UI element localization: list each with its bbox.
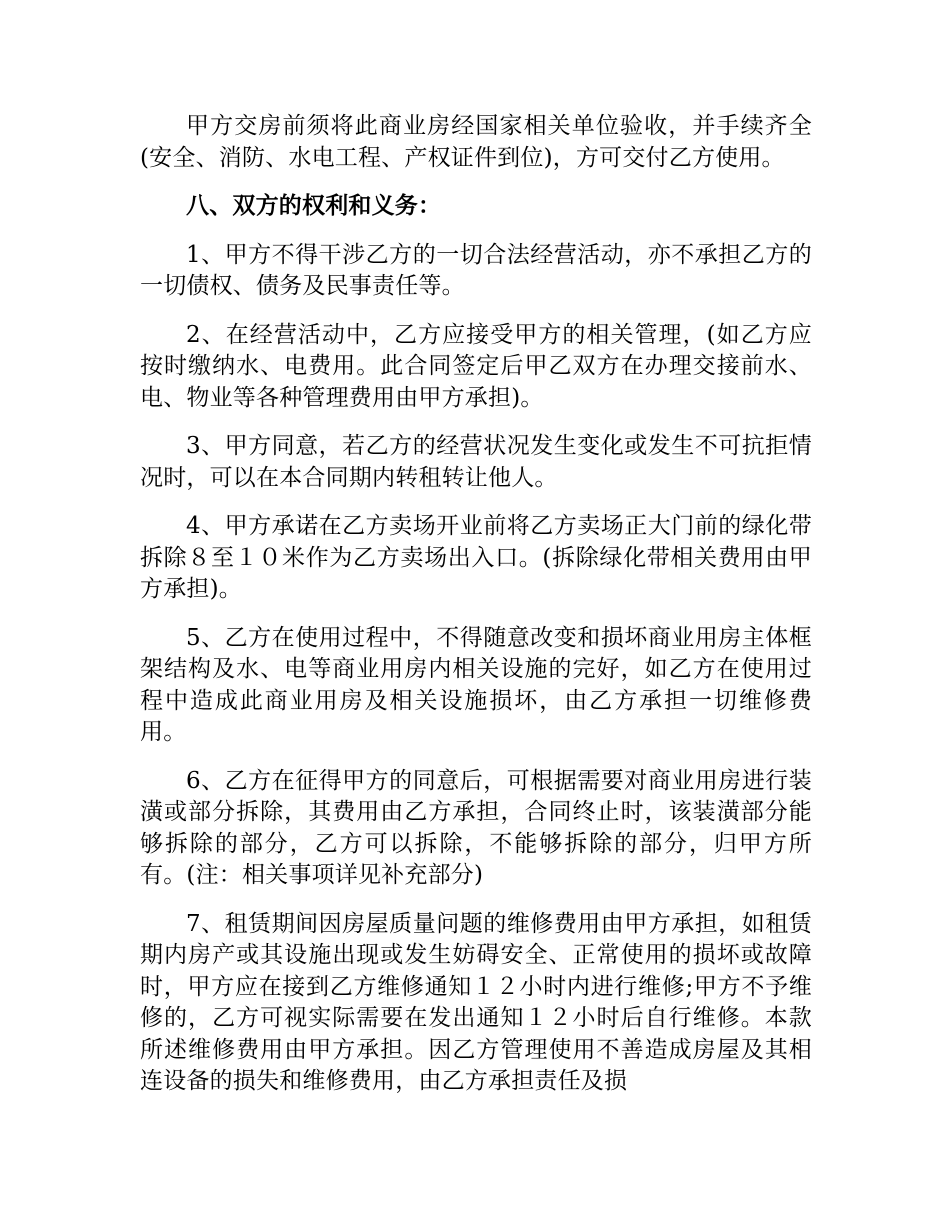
clause-1: 1、甲方不得干涉乙方的一切合法经营活动，亦不承担乙方的一切债权、债务及民事责任等。: [140, 241, 812, 299]
clause-2: 2、在经营活动中，乙方应接受甲方的相关管理，(如乙方应按时缴纳水、电费用。此合同签定后甲乙双方在办理交接前水、电、物业等各种管理费用由甲方承担)。: [140, 321, 812, 411]
clause-4: 4、甲方承诺在乙方卖场开业前将乙方卖场正大门前的绿化带拆除８至１０米作为乙方卖场出入口。(拆除绿化带相关费用由甲方承担)。: [140, 513, 812, 602]
clause-6: 6、乙方在征得甲方的同意后，可根据需要对商业用房进行装潢或部分拆除，其费用由乙方承担，合同终止时，该装潢部分能够拆除的部分，乙方可以拆除，不能够拆除的部分，归甲方所有。(注：相关事项详见补充部分): [140, 767, 812, 888]
intro-paragraph: 甲方交房前须将此商业房经国家相关单位验收，并手续齐全(安全、消防、水电工程、产权证件到位)，方可交付乙方使用。: [140, 113, 812, 171]
clause-3: 3、甲方同意，若乙方的经营状况发生变化或发生不可抗拒情况时，可以在本合同期内转租转让他人。: [140, 433, 812, 491]
clause-7: 7、租赁期间因房屋质量问题的维修费用由甲方承担，如租赁期内房产或其设施出现或发生妨碍安全、正常使用的损坏或故障时，甲方应在接到乙方维修通知１２小时内进行维修;甲方不予维修的，乙方可视实际需要在发出通知１２小时后自行维修。本款所述维修费用由甲方承担。因乙方管理使用不善造成房屋及其相连设备的损失和维修费用，由乙方承担责任及损: [140, 910, 812, 1094]
document-body: [140, 111, 812, 1115]
clause-5: 5、乙方在使用过程中，不得随意改变和损坏商业用房主体框架结构及水、电等商业用房内相关设施的完好，如乙方在使用过程中造成此商业用房及相关设施损坏，由乙方承担一切维修费用。: [140, 624, 812, 745]
section-heading: 八、双方的权利和义务：: [186, 193, 442, 219]
